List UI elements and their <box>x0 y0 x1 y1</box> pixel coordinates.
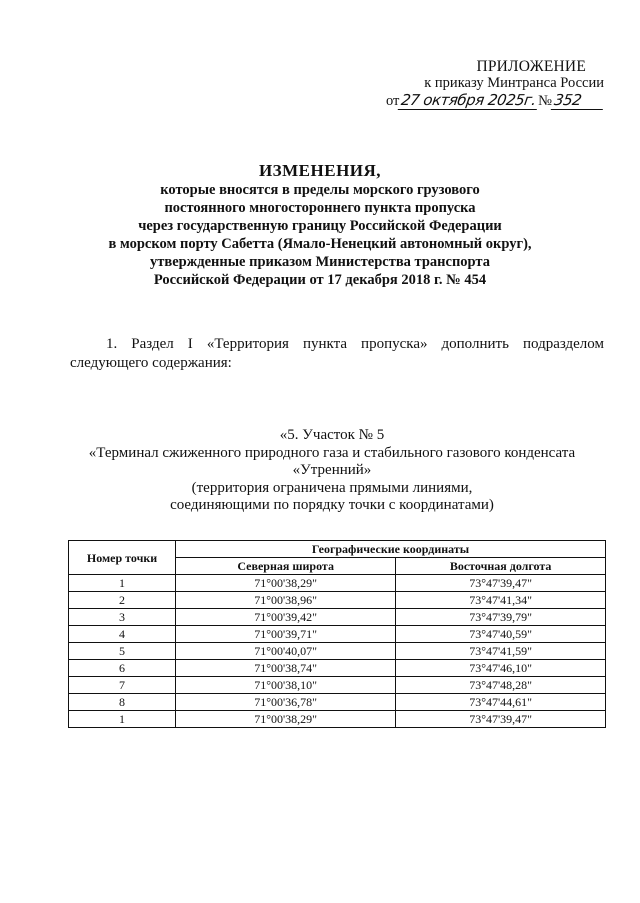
point-number: 1 <box>69 711 176 728</box>
heading-line: постоянного многостороннего пункта пропуска <box>164 200 476 216</box>
section-line: соединяющими по порядку точки с координатами) <box>170 497 494 513</box>
point-number: 2 <box>69 592 176 609</box>
longitude-cell: 73°47'41,59" <box>396 643 606 660</box>
latitude-cell: 71°00'38,29" <box>176 575 396 592</box>
longitude-cell: 73°47'39,47" <box>396 575 606 592</box>
table-row <box>69 609 606 626</box>
longitude-cell: 73°47'40,59" <box>396 626 606 643</box>
point-number: 6 <box>69 660 176 677</box>
table-row <box>69 626 606 643</box>
latitude-cell: 71°00'38,96" <box>176 592 396 609</box>
latitude-cell: 71°00'38,10" <box>176 677 396 694</box>
table-row <box>69 643 606 660</box>
section-line: «5. Участок № 5 <box>279 427 385 443</box>
point-number: 3 <box>69 609 176 626</box>
latitude-cell: 71°00'40,07" <box>176 643 396 660</box>
header-geo-coordinates: Географические координаты <box>176 541 606 558</box>
section-line: (территория ограничена прямыми линиями, <box>191 479 473 496</box>
handwritten-date: 27 октября 2025г. <box>398 92 539 110</box>
latitude-cell: 71°00'39,42" <box>176 609 396 626</box>
longitude-cell: 73°47'41,34" <box>396 592 606 609</box>
section-5-header <box>60 427 604 515</box>
table-row <box>69 694 606 711</box>
date-prefix: от <box>386 93 400 109</box>
latitude-cell: 71°00'39,71" <box>176 626 396 643</box>
heading-line: в морском порту Сабетта (Ямало-Ненецкий автономный округ), <box>108 236 532 252</box>
table-row <box>69 677 606 694</box>
table-row <box>69 592 606 609</box>
appendix-date-line <box>386 92 604 110</box>
point-number: 7 <box>69 677 176 694</box>
heading-line: которые вносятся в пределы морского грузового <box>160 182 480 198</box>
longitude-cell: 73°47'48,28" <box>396 677 606 694</box>
section-line: «Терминал сжиженного природного газа и стабильного газового конденсата <box>88 444 576 461</box>
heading-title: ИЗМЕНЕНИЯ, <box>258 161 382 180</box>
heading-line: Российской Федерации от 17 декабря 2018 г. № 454 <box>153 272 487 288</box>
appendix-title: ПРИЛОЖЕНИЕ <box>476 58 586 75</box>
coordinates-body <box>69 575 606 728</box>
longitude-cell: 73°47'46,10" <box>396 660 606 677</box>
coordinates-table <box>68 540 606 728</box>
header-point-number: Номер точки <box>69 541 176 575</box>
number-sign: № <box>538 93 552 109</box>
table-row <box>69 575 606 592</box>
appendix-block <box>386 58 604 110</box>
header-latitude: Северная широта <box>176 558 396 575</box>
table-row <box>69 711 606 728</box>
section-line: «Утренний» <box>292 462 372 478</box>
appendix-order-line: к приказу Минтранса России <box>424 75 604 91</box>
latitude-cell: 71°00'38,74" <box>176 660 396 677</box>
longitude-cell: 73°47'39,47" <box>396 711 606 728</box>
paragraph-1: 1. Раздел I «Территория пункта пропуска» дополнить подразделом следующего содержания: <box>70 336 604 371</box>
handwritten-number: 352 <box>551 92 606 110</box>
latitude-cell: 71°00'38,29" <box>176 711 396 728</box>
heading-line: утвержденные приказом Министерства транспорта <box>150 254 490 270</box>
longitude-cell: 73°47'44,61" <box>396 694 606 711</box>
point-number: 5 <box>69 643 176 660</box>
document-heading <box>60 160 580 289</box>
latitude-cell: 71°00'36,78" <box>176 694 396 711</box>
point-number: 4 <box>69 626 176 643</box>
table-row <box>69 660 606 677</box>
header-longitude: Восточная долгота <box>396 558 606 575</box>
table-header-row <box>69 541 606 558</box>
point-number: 1 <box>69 575 176 592</box>
longitude-cell: 73°47'39,79" <box>396 609 606 626</box>
point-number: 8 <box>69 694 176 711</box>
heading-line: через государственную границу Российской Федерации <box>138 218 502 234</box>
